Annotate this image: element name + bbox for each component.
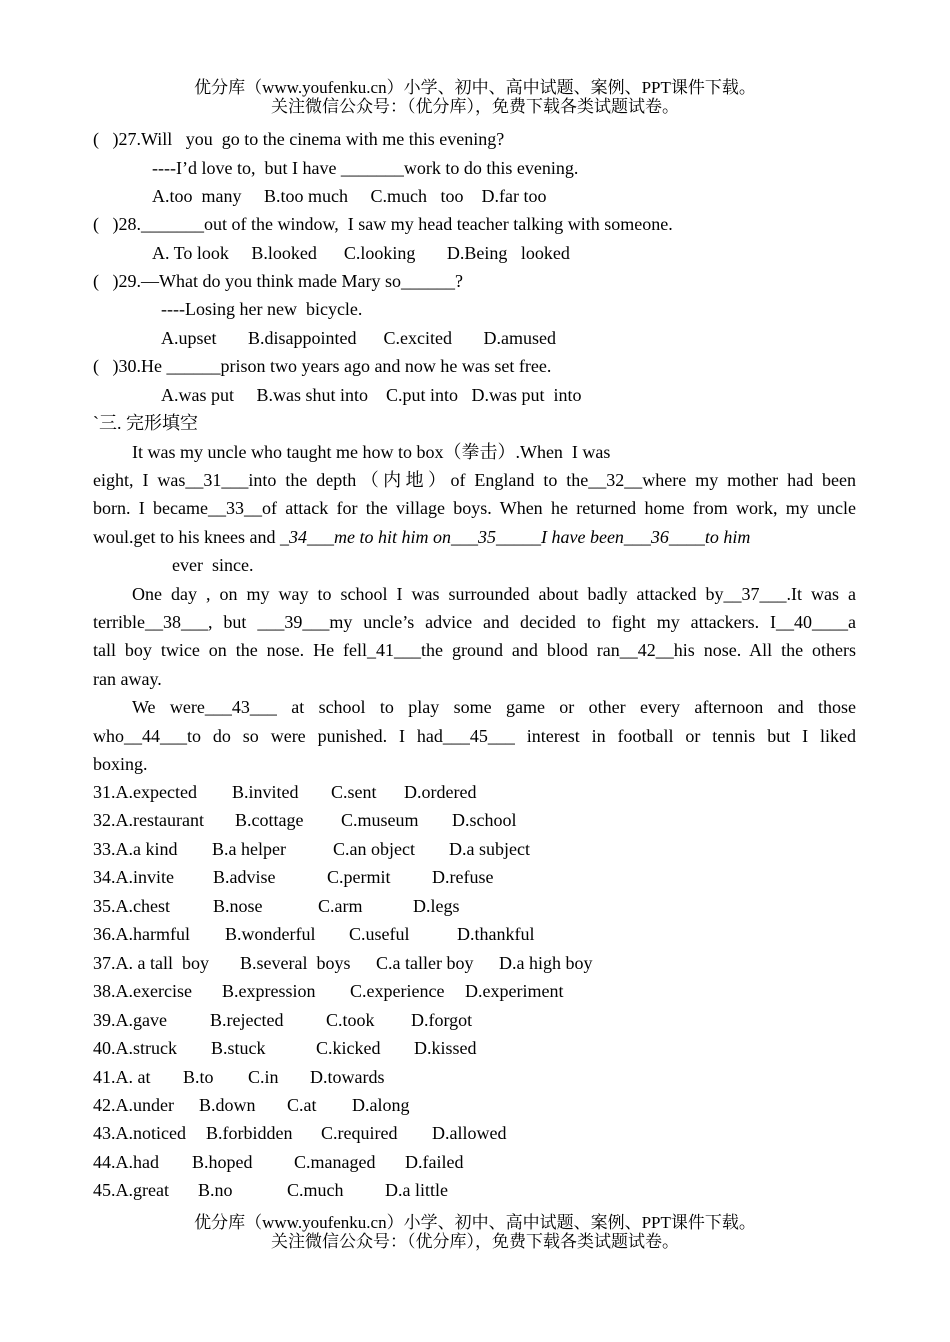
choice-option-c: C.useful [349,924,410,945]
page-footer-line-1: 优分库（www.youfenku.cn）小学、初中、高中试题、案例、PPT课件下载。 [194,1213,756,1232]
choice-option-c: C.took [326,1009,375,1030]
choice-option-c: C.experience [350,981,445,1002]
choice-option-c: C.in [248,1066,279,1087]
question-30-options: A.was put B.was shut into C.put into D.was put into [161,385,582,405]
passage-line [93,526,750,548]
passage-line: tall boy twice on the nose. He fell_41___the ground and blood ran__42__his nose. All the others [93,640,856,660]
page-footer-line-2: 关注微信公众号：（优分库），免费下载各类试题试卷。 [271,1232,679,1251]
passage-line: who__44___to do so were punished. I had___45___ interest in football or tennis but I liked [93,726,856,746]
page-header-line-2: 关注微信公众号：（优分库），免费下载各类试题试卷。 [271,97,679,116]
question-29-stem: ( )29.—What do you think made Mary so______? [93,271,463,291]
choice-option-b: B.several boys [240,952,351,973]
choice-option-d: D.forgot [411,1009,473,1030]
choice-option-d: D.a high boy [499,952,593,973]
choice-option-b: B.a helper [212,838,286,859]
passage-line-text: woul.get to his knees and [93,527,276,547]
choice-number-option-a: 45.A.great [93,1180,169,1201]
choice-option-d: D.school [452,810,517,831]
choice-option-c: C.at [287,1094,317,1115]
passage-line: born. I became__33__of attack for the village boys. When he returned home from work, my uncle [93,498,856,518]
choice-option-d: D.refuse [432,867,494,888]
choice-option-b: B.no [198,1180,233,1201]
choice-option-d: D.thankful [457,924,535,945]
question-27-options: A.too many B.too much C.much too D.far too [152,186,547,206]
passage-line: eight, I was__31___into the depth（内地）of England to the__32__where my mother had been [93,470,856,490]
choice-option-b: B.rejected [210,1009,284,1030]
page-header-line-1: 优分库（www.youfenku.cn）小学、初中、高中试题、案例、PPT课件下载。 [194,78,756,97]
choice-option-b: B.to [183,1066,214,1087]
passage-line: ran away. [93,669,162,689]
choice-option-d: D.a subject [449,838,530,859]
choice-number-option-a: 42.A.under [93,1094,174,1115]
question-30-stem: ( )30.He ______prison two years ago and now he was set free. [93,356,552,376]
passage-line: ever since. [172,555,254,575]
question-29-options: A.upset B.disappointed C.excited D.amused [161,328,556,348]
choice-option-c: C.much [287,1180,344,1201]
passage-line-italic: _34___me to hit him on___35_____I have been___36____to him [275,527,751,547]
passage-line: boxing. [93,754,148,774]
choice-number-option-a: 36.A.harmful [93,924,190,945]
choice-number-option-a: 38.A.exercise [93,981,192,1002]
choice-number-option-a: 34.A.invite [93,867,174,888]
choice-option-d: D.experiment [465,981,564,1002]
choice-number-option-a: 44.A.had [93,1151,159,1172]
question-28-options: A. To look B.looked C.looking D.Being looked [152,243,570,263]
question-27-stem: ( )27.Will you go to the cinema with me this evening? [93,129,505,149]
passage-line: One day , on my way to school I was surrounded about badly attacked by__37___.It was a [132,584,856,604]
choice-option-b: B.hoped [192,1151,253,1172]
choice-number-option-a: 31.A.expected [93,782,197,802]
choice-option-c: C.required [321,1123,398,1144]
choice-number-option-a: 41.A. at [93,1066,151,1087]
question-27-line-2: ----I’d love to, but I have _______work to do this evening. [152,158,579,178]
choice-option-d: D.legs [413,895,460,916]
choice-number-option-a: 37.A. a tall boy [93,952,209,973]
passage-line: We were___43___ at school to play some game or other every afternoon and those [132,697,856,717]
choice-option-d: D.kissed [414,1038,477,1059]
choice-option-d: D.ordered [404,782,477,802]
choice-option-d: D.a little [385,1180,448,1201]
choice-option-c: C.a taller boy [376,952,474,973]
choice-option-b: B.down [199,1094,256,1115]
section-3-title: `三. 完形填空 [93,413,198,433]
passage-line: It was my uncle who taught me how to box（拳击）.When I was [132,442,611,462]
choice-option-b: B.expression [222,981,316,1002]
choice-option-b: B.cottage [235,810,304,831]
choice-option-c: C.kicked [316,1038,381,1059]
choice-option-c: C.sent [331,782,377,802]
choice-number-option-a: 33.A.a kind [93,838,178,859]
choice-number-option-a: 32.A.restaurant [93,810,204,831]
choice-number-option-a: 39.A.gave [93,1009,167,1030]
choice-option-c: C.permit [327,867,391,888]
choice-option-c: C.managed [294,1151,376,1172]
choice-option-b: B.forbidden [206,1123,293,1144]
choice-option-b: B.advise [213,867,276,888]
choice-number-option-a: 40.A.struck [93,1038,177,1059]
choice-option-b: B.wonderful [225,924,316,945]
choice-option-c: C.museum [341,810,419,831]
choice-option-b: B.stuck [211,1038,266,1059]
choice-option-c: C.arm [318,895,363,916]
question-28-stem: ( )28._______out of the window, I saw my head teacher talking with someone. [93,214,673,234]
choice-option-d: D.allowed [432,1123,507,1144]
passage-line: terrible__38___, but ___39___my uncle’s advice and decided to fight my attackers. I__40____a [93,612,856,632]
choice-option-c: C.an object [333,838,415,859]
choice-option-d: D.failed [405,1151,464,1172]
choice-number-option-a: 43.A.noticed [93,1123,186,1144]
choice-number-option-a: 35.A.chest [93,895,170,916]
choice-option-d: D.towards [310,1066,385,1087]
question-29-line-2: ----Losing her new bicycle. [161,299,363,319]
choice-option-b: B.invited [232,782,299,802]
choice-option-d: D.along [352,1094,410,1115]
choice-option-b: B.nose [213,895,263,916]
